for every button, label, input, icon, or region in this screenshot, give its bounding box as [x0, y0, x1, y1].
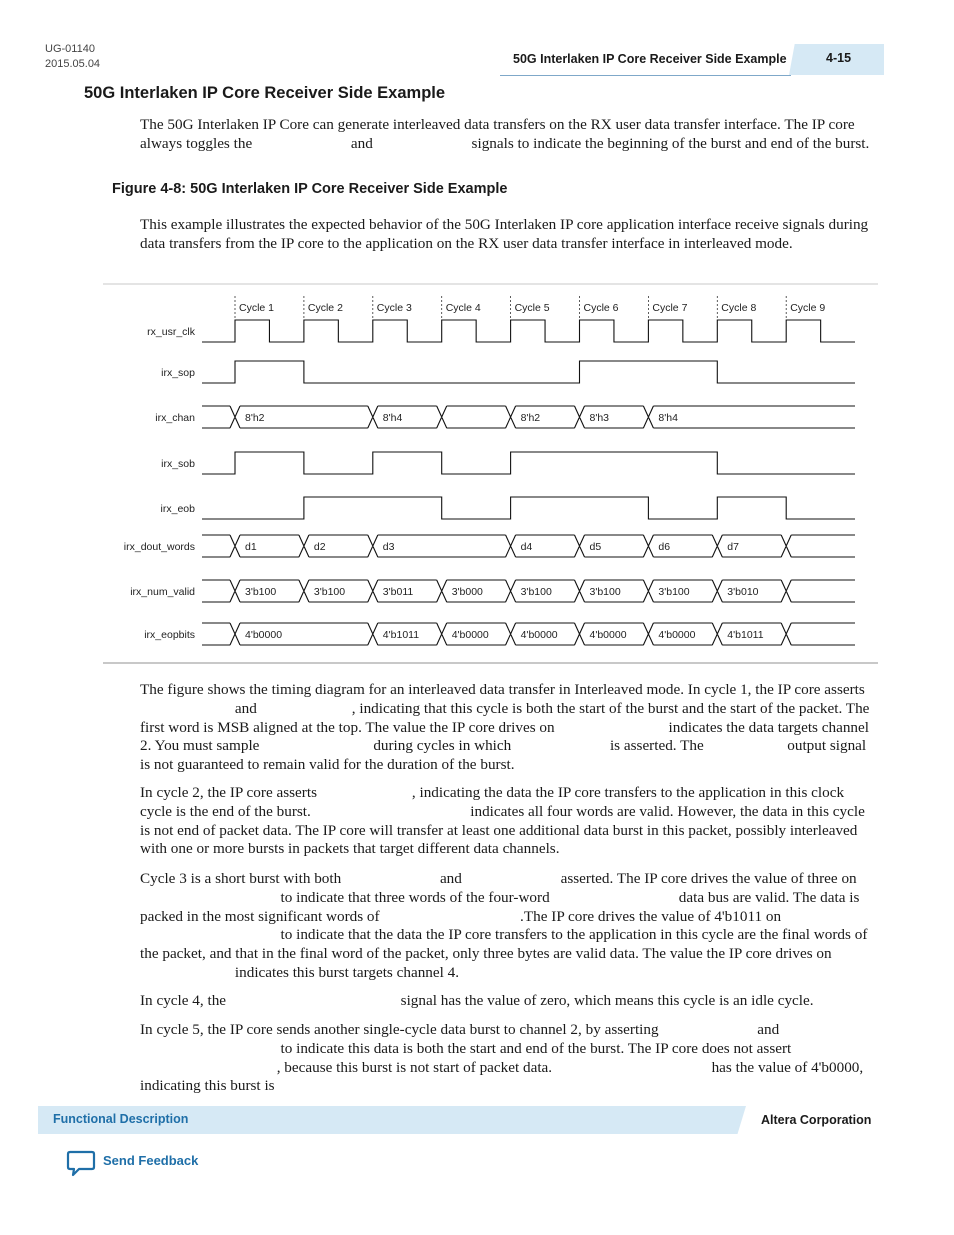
signal-label: irx_chan — [155, 412, 195, 424]
bus-value-label: 3'b011 — [382, 586, 414, 598]
bus-value-label: d4 — [520, 541, 533, 553]
signal-label: rx_usr_clk — [147, 326, 195, 338]
signal-label: irx_sop — [161, 367, 195, 379]
bus-value-label: d7 — [727, 541, 739, 553]
doc-id: UG-01140 — [45, 43, 95, 55]
level-waveform — [202, 361, 855, 383]
cycle-label: Cycle 1 — [239, 302, 275, 314]
clock-waveform — [202, 320, 855, 342]
doc-date: 2015.05.04 — [45, 58, 101, 70]
cycle-label: Cycle 6 — [583, 302, 619, 314]
cycle-label: Cycle 9 — [790, 302, 826, 314]
cycle-label: Cycle 7 — [652, 302, 688, 314]
bus-value-label: 4'b1011 — [727, 629, 764, 641]
signal-label: irx_eopbits — [144, 629, 195, 641]
bus-value-label: 4'b0000 — [589, 629, 627, 641]
cycle-label: Cycle 5 — [514, 302, 550, 314]
bus-value-label: 4'b0000 — [451, 629, 489, 641]
body-paragraph-cycle3: Cycle 3 is a short burst with both and asserted. The IP core drives the value of three on to indicate that three words of the four-word data bus are valid. The data is packed in the most significant words of .The IP core drives the value of 4'b1011 on to indicate that the data the IP core transfers to the application in this cycle are the final words of the packet, and that in the final word of the packet, only three bytes are valid data. The value the IP core drives on indicates this burst targets channel 4. — [140, 870, 868, 981]
figure-description: This example illustrates the expected behavior of the 50G Interlaken IP core application interface receive signals during data transfers from the IP core to the application on the RX user data transfer interface in interleaved mode. — [140, 216, 869, 252]
bus-value-label: 3'b100 — [313, 586, 346, 598]
bus-value-label: 8'h4 — [658, 412, 678, 424]
intro-paragraph: The 50G Interlaken IP Core can generate interleaved data transfers on the RX user data transfer interface. The IP core always toggles the and signals to indicate the beginning of the burst and end of the burst. — [140, 116, 870, 152]
signal-labels — [124, 326, 196, 641]
signal-label: irx_dout_words — [123, 541, 195, 553]
signal-waveforms — [202, 320, 855, 645]
bus-value-label: 4'b0000 — [658, 629, 696, 641]
bus-value-label: 8'h2 — [520, 412, 541, 424]
cycle-label: Cycle 4 — [445, 302, 481, 314]
bus-value-label: d5 — [589, 541, 602, 553]
footer-company: Altera Corporation — [761, 1113, 872, 1127]
cycle-label: Cycle 3 — [376, 302, 412, 314]
bus-value-label: 3'b100 — [245, 586, 277, 598]
bus-value-label: d2 — [313, 541, 326, 553]
signal-label: irx_eob — [160, 503, 195, 515]
footer-section-link[interactable]: Functional Description — [53, 1112, 189, 1126]
section-title: 50G Interlaken IP Core Receiver Side Example — [84, 84, 446, 102]
body-paragraph-cycle5: In cycle 5, the IP core sends another single-cycle data burst to channel 2, by asserting and to indicate this data is both the start and end of the burst. The IP core does not assert , because this burst is not start of packet data. has the value of 4'b0000, indicating this burst is — [140, 1021, 864, 1095]
bus-value-label: 4'b0000 — [520, 629, 558, 641]
bus-value-label: 3'b000 — [451, 586, 483, 598]
body-paragraph-cycle2: In cycle 2, the IP core asserts , indicating the data the IP core transfers to the application in this clock cycle is the end of the burst. indicates all four words are valid. However, the data in this cycle is not end of packet data. The IP core will transfer at least one additional data burst in this packet, possibly interleaved with one or more bursts in packets that target different data channels. — [140, 784, 865, 858]
bus-value-label: 4'b0000 — [245, 629, 283, 641]
level-waveform — [202, 497, 855, 519]
figure-caption: Figure 4-8: 50G Interlaken IP Core Receiver Side Example — [112, 181, 508, 197]
bus-value-label: 8'h2 — [245, 412, 265, 424]
cycle-label: Cycle 2 — [307, 302, 343, 314]
cycle-label: Cycle 8 — [721, 302, 757, 314]
level-waveform — [202, 452, 855, 474]
bus-value-label: 8'h4 — [382, 412, 403, 424]
bus-value-label: d6 — [658, 541, 671, 553]
bus-value-label: d3 — [382, 541, 395, 553]
body-paragraph-cycle4: In cycle 4, the signal has the value of zero, which means this cycle is an idle cycle. — [140, 992, 814, 1009]
body-paragraph-figure: The figure shows the timing diagram for an interleaved data transfer in Interleaved mode. In cycle 1, the IP core asserts and , indicating that this cycle is both the start of the burst and the start of the packet. The first word is MSB aligned at the top. The value the IP core drives on indicates the data targets channel 2. You must sample during cycles in which is asserted. The output signal is not guaranteed to remain valid for the duration of the burst. — [140, 681, 870, 774]
bus-value-label: d1 — [245, 541, 257, 553]
bus-value-label: 3'b100 — [658, 586, 690, 598]
page-number: 4-15 — [826, 51, 852, 65]
send-feedback-link[interactable]: Send Feedback — [103, 1153, 199, 1168]
bus-value-label: 8'h3 — [589, 412, 610, 424]
header-title: 50G Interlaken IP Core Receiver Side Example — [513, 52, 787, 66]
bus-value-label: 3'b100 — [589, 586, 621, 598]
signal-label: irx_num_valid — [130, 586, 195, 598]
bus-value-label: 3'b100 — [520, 586, 552, 598]
speech-bubble-icon[interactable] — [66, 1150, 96, 1178]
signal-label: irx_sob — [161, 458, 195, 470]
bus-value-label: 3'b010 — [727, 586, 759, 598]
bus-value-label: 4'b1011 — [382, 629, 420, 641]
cycle-markers — [235, 296, 825, 320]
